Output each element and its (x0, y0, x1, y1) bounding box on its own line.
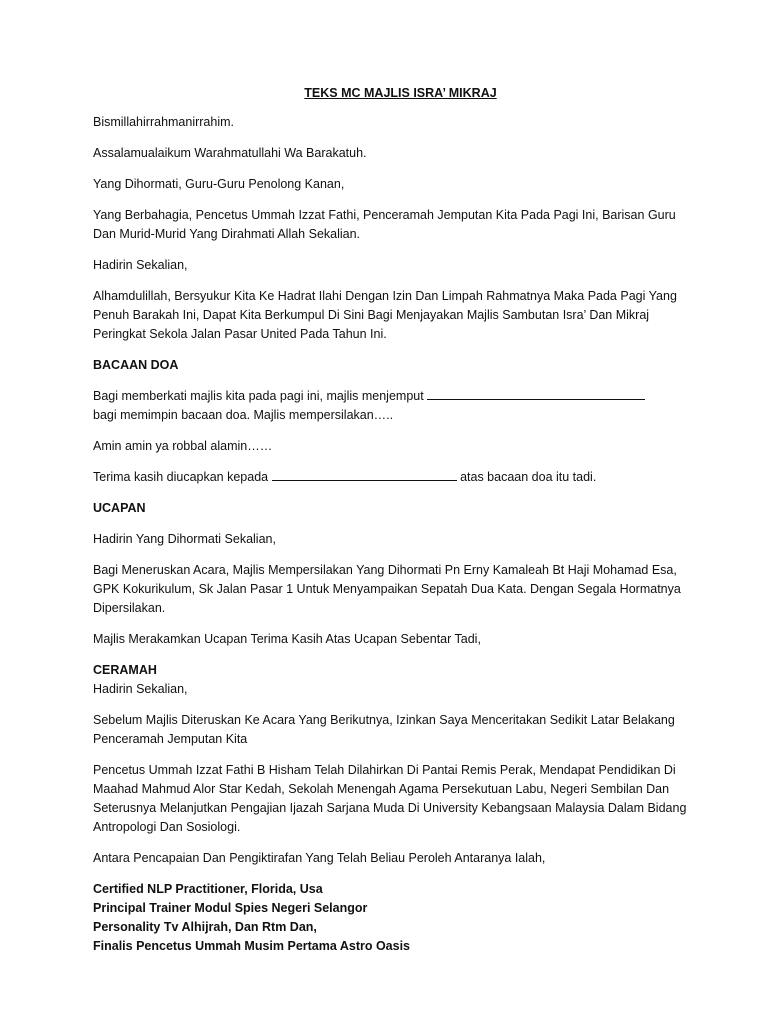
doa-amin: Amin amin ya robbal alamin…… (93, 439, 273, 453)
achievement-item: Principal Trainer Modul Spies Negeri Selangor (93, 901, 368, 915)
opening-alhamdulillah: Alhamdulillah, Bersyukur Kita Ke Hadrat Ilahi Dengan Izin Dan Limpah Rahmatnya Maka Pada Pagi Yang Penuh Barakah Ini, Dapat Kita Berkumpul Di Sini Bagi Menjayakan Majlis Sambutan Isra’ Dan Mikraj Peringkat Sekola Jalan Pasar United Pada Tahun Ini. (93, 289, 677, 341)
ceramah-hadirin: Hadirin Sekalian, (93, 682, 188, 696)
ceramah-intro: Sebelum Majlis Diteruskan Ke Acara Yang Berikutnya, Izinkan Saya Menceritakan Sedikit Latar Belakang Penceramah Jemputan Kita (93, 713, 675, 746)
ceramah-biography: Pencetus Ummah Izzat Fathi B Hisham Telah Dilahirkan Di Pantai Remis Perak, Mendapat Pendidikan Di Maahad Mahmud Alor Star Kedah, Sekolah Menengah Agama Persekutuan Labu, Negeri Sembilan Dan Seterusnya Melanjutkan Pengajian Ijazah Sarjana Muda Di University Kebangsaan Malaysia Dalam Bidang Antropologi Dan Sosiologi. (93, 763, 687, 834)
doa-invitation-text-b: bagi memimpin bacaan doa. Majlis mempersilakan….. (93, 408, 394, 422)
document-title: TEKS MC MAJLIS ISRA’ MIKRAJ (304, 86, 497, 100)
doa-thanks-text-b: atas bacaan doa itu tadi. (460, 470, 597, 484)
greeting-berbahagia: Yang Berbahagia, Pencetus Ummah Izzat Fathi, Penceramah Jemputan Kita Pada Pagi Ini, Barisan Guru Dan Murid-Murid Yang Dirahmati Allah Sekalian. (93, 208, 676, 241)
achievement-item: Personality Tv Alhijrah, Dan Rtm Dan, (93, 920, 317, 934)
heading-ceramah: CERAMAH (93, 663, 157, 677)
ucapan-hadirin: Hadirin Yang Dihormati Sekalian, (93, 532, 276, 546)
greeting-dihormati: Yang Dihormati, Guru-Guru Penolong Kanan, (93, 177, 345, 191)
opening-basmalah: Bismillahirrahmanirrahim. (93, 115, 235, 129)
doa-invitation (93, 387, 698, 425)
doa-name-blank (427, 388, 645, 400)
ceramah-achievements-intro: Antara Pencapaian Dan Pengiktirafan Yang Telah Beliau Peroleh Antaranya Ialah, (93, 851, 546, 865)
ucapan-thanks: Majlis Merakamkan Ucapan Terima Kasih Atas Ucapan Sebentar Tadi, (93, 632, 481, 646)
doa-thanks (93, 468, 698, 487)
greeting-hadirin: Hadirin Sekalian, (93, 258, 188, 272)
doa-invitation-text-a: Bagi memberkati majlis kita pada pagi ini, majlis menjemput (93, 389, 424, 403)
heading-ucapan: UCAPAN (93, 501, 146, 515)
achievement-item: Certified NLP Practitioner, Florida, Usa (93, 882, 323, 896)
greeting-salam: Assalamualaikum Warahmatullahi Wa Barakatuh. (93, 146, 367, 160)
doa-thanks-text-a: Terima kasih diucapkan kepada (93, 470, 269, 484)
heading-bacaan-doa: BACAAN DOA (93, 358, 179, 372)
ucapan-invitation: Bagi Meneruskan Acara, Majlis Mempersilakan Yang Dihormati Pn Erny Kamaleah Bt Haji Mohamad Esa, GPK Kokurikulum, Sk Jalan Pasar 1 Untuk Menyampaikan Sepatah Dua Kata. Dengan Segala Hormatnya Dipersilakan. (93, 563, 681, 615)
doa-thanks-blank (272, 469, 457, 481)
achievement-item: Finalis Pencetus Ummah Musim Pertama Astro Oasis (93, 939, 411, 953)
achievements-list (93, 880, 698, 956)
